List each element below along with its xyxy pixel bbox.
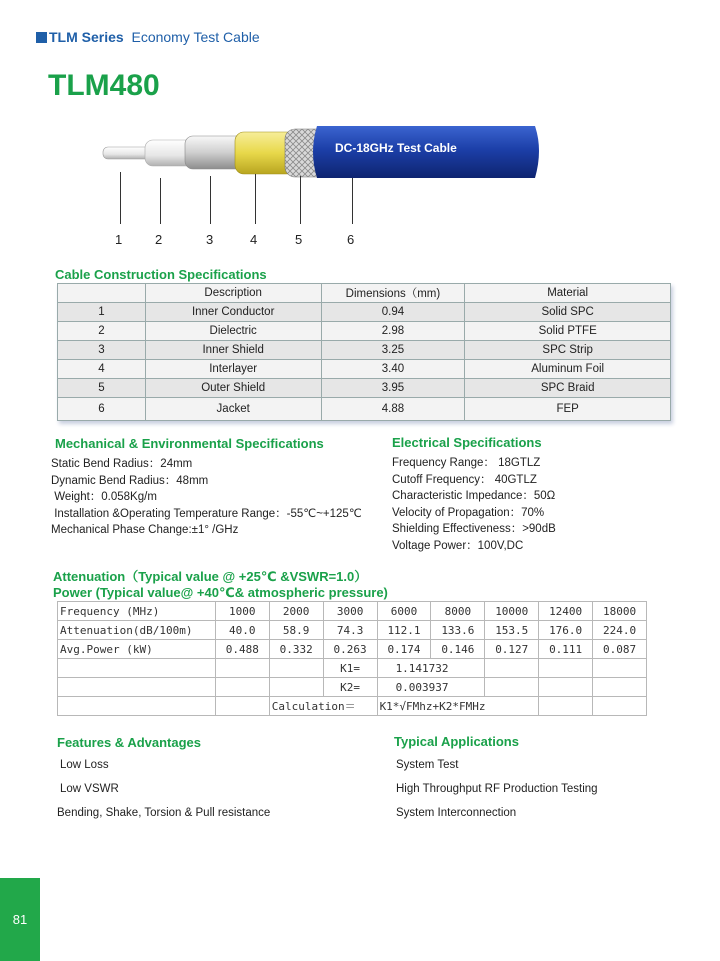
cell: Dielectric bbox=[145, 322, 321, 341]
cell: 3.95 bbox=[321, 379, 465, 398]
cell: 0.94 bbox=[321, 303, 465, 322]
table-row bbox=[58, 621, 647, 640]
cell: SPC Strip bbox=[465, 341, 671, 360]
callout-2: 2 bbox=[155, 232, 163, 247]
cell bbox=[485, 659, 539, 678]
attenuation-table bbox=[57, 601, 647, 716]
cell bbox=[58, 678, 216, 697]
features-heading: Features & Advantages bbox=[57, 735, 202, 750]
attenuation-heading: Attenuation（Typical value @ +25℃ &VSWR=1.0） bbox=[53, 569, 368, 584]
spec-line: Weight：0.058Kg/m bbox=[51, 491, 157, 503]
cell: Aluminum Foil bbox=[465, 360, 671, 379]
spec-line: Frequency Range： 18GTLZ bbox=[392, 457, 541, 469]
cell: Inner Shield bbox=[145, 341, 321, 360]
header-cell: Description bbox=[145, 284, 321, 303]
cell bbox=[269, 659, 323, 678]
cell bbox=[215, 697, 269, 716]
electrical-specs bbox=[392, 455, 556, 554]
table-row bbox=[58, 322, 671, 341]
page-number-tab bbox=[0, 878, 40, 961]
cell: 2000 bbox=[269, 602, 323, 621]
table-row bbox=[58, 360, 671, 379]
series-subtitle: Economy Test Cable bbox=[131, 29, 260, 45]
cell: Interlayer bbox=[145, 360, 321, 379]
table-row bbox=[58, 303, 671, 322]
cell: 0.332 bbox=[269, 640, 323, 659]
applications-list bbox=[396, 753, 598, 825]
cell: 1 bbox=[58, 303, 146, 322]
k1-value: 1.141732 bbox=[377, 659, 485, 678]
cell: 176.0 bbox=[539, 621, 593, 640]
list-item: System Test bbox=[396, 759, 459, 771]
cell bbox=[215, 659, 269, 678]
cell: 18000 bbox=[593, 602, 647, 621]
cell bbox=[593, 659, 647, 678]
header-cell: Dimensions（mm) bbox=[321, 284, 465, 303]
table-row bbox=[58, 341, 671, 360]
cell: 6000 bbox=[377, 602, 431, 621]
header-cell: Material bbox=[465, 284, 671, 303]
table-row bbox=[58, 697, 647, 716]
calculation-formula: K1*√FMhz+K2*FMHz bbox=[377, 697, 539, 716]
list-item: Bending, Shake, Torsion & Pull resistance bbox=[57, 807, 271, 819]
spec-line: Characteristic Impedance：50Ω bbox=[392, 490, 556, 502]
callout-5: 5 bbox=[295, 232, 303, 247]
cell bbox=[539, 697, 593, 716]
series-header bbox=[36, 29, 260, 45]
table-row bbox=[58, 640, 647, 659]
cell: 0.127 bbox=[485, 640, 539, 659]
construction-heading: Cable Construction Specifications bbox=[55, 267, 267, 282]
row-label: Attenuation(dB/100m) bbox=[58, 621, 216, 640]
page-number: 81 bbox=[12, 912, 28, 927]
cell bbox=[593, 697, 647, 716]
series-name: TLM Series bbox=[49, 29, 124, 45]
table-header-row bbox=[58, 284, 671, 303]
applications-heading: Typical Applications bbox=[394, 734, 519, 749]
row-label: Avg.Power (kW) bbox=[58, 640, 216, 659]
mechanical-heading: Mechanical & Environmental Specifications bbox=[55, 436, 324, 451]
table-row bbox=[58, 659, 647, 678]
cell bbox=[539, 678, 593, 697]
cell: 3.25 bbox=[321, 341, 465, 360]
spec-line: Velocity of Propagation：70% bbox=[392, 506, 545, 519]
cell: 3000 bbox=[323, 602, 377, 621]
spec-line: Mechanical Phase Change:±1° /GHz bbox=[51, 524, 239, 536]
cell: 6 bbox=[58, 398, 146, 421]
cell bbox=[215, 678, 269, 697]
cell bbox=[593, 678, 647, 697]
cell: 2.98 bbox=[321, 322, 465, 341]
cell: 0.174 bbox=[377, 640, 431, 659]
callout-3: 3 bbox=[206, 232, 214, 247]
construction-table bbox=[57, 283, 671, 421]
list-item: System Interconnection bbox=[396, 807, 517, 819]
cell: 74.3 bbox=[323, 621, 377, 640]
cell: 12400 bbox=[539, 602, 593, 621]
spec-line: Voltage Power：100V,DC bbox=[392, 539, 524, 552]
cell bbox=[539, 659, 593, 678]
cell bbox=[58, 697, 216, 716]
leader-line-4 bbox=[255, 174, 256, 224]
electrical-heading: Electrical Specifications bbox=[392, 435, 542, 450]
list-item: Low Loss bbox=[60, 759, 109, 771]
leader-line-2 bbox=[160, 178, 161, 224]
table-row bbox=[58, 602, 647, 621]
callout-4: 4 bbox=[250, 232, 258, 247]
spec-line: Static Bend Radius：24mm bbox=[51, 458, 193, 470]
cell: FEP bbox=[465, 398, 671, 421]
cell: 224.0 bbox=[593, 621, 647, 640]
product-title: TLM480 bbox=[48, 69, 160, 102]
cell bbox=[269, 678, 323, 697]
cell: Solid SPC bbox=[465, 303, 671, 322]
power-heading: Power (Typical value@ +40℃& atmospheric pressure) bbox=[53, 585, 388, 600]
mechanical-specs bbox=[51, 456, 362, 539]
header-cell bbox=[58, 284, 146, 303]
calculation-label: Calculation＝ bbox=[269, 697, 377, 716]
cell: Inner Conductor bbox=[145, 303, 321, 322]
row-label: Frequency (MHz) bbox=[58, 602, 216, 621]
cell: 133.6 bbox=[431, 621, 485, 640]
cell: 3 bbox=[58, 341, 146, 360]
table-row bbox=[58, 678, 647, 697]
cell: 0.111 bbox=[539, 640, 593, 659]
cell: 112.1 bbox=[377, 621, 431, 640]
cell: 0.087 bbox=[593, 640, 647, 659]
features-list bbox=[57, 753, 271, 825]
cell: 0.146 bbox=[431, 640, 485, 659]
cell: 3.40 bbox=[321, 360, 465, 379]
spec-line: Installation &Operating Temperature Range：-55℃~+125℃ bbox=[51, 507, 362, 520]
cell: 0.263 bbox=[323, 640, 377, 659]
cell: 5 bbox=[58, 379, 146, 398]
cell bbox=[485, 678, 539, 697]
leader-line-1 bbox=[120, 172, 121, 224]
callout-6: 6 bbox=[347, 232, 355, 247]
k2-label: K2= bbox=[323, 678, 377, 697]
leader-line-6 bbox=[352, 178, 353, 224]
leader-line-3 bbox=[210, 176, 211, 224]
table-row bbox=[58, 379, 671, 398]
cell: 40.0 bbox=[215, 621, 269, 640]
spec-line: Dynamic Bend Radius：48mm bbox=[51, 474, 209, 487]
cell: Jacket bbox=[145, 398, 321, 421]
cell: Outer Shield bbox=[145, 379, 321, 398]
cell: 10000 bbox=[485, 602, 539, 621]
cell: Solid PTFE bbox=[465, 322, 671, 341]
cell bbox=[58, 659, 216, 678]
cell: 2 bbox=[58, 322, 146, 341]
cell: SPC Braid bbox=[465, 379, 671, 398]
callout-1: 1 bbox=[115, 232, 123, 247]
cell: 153.5 bbox=[485, 621, 539, 640]
square-bullet-icon bbox=[36, 32, 47, 43]
cell: 0.488 bbox=[215, 640, 269, 659]
list-item: Low VSWR bbox=[60, 783, 119, 795]
table-row bbox=[58, 398, 671, 421]
cell: 8000 bbox=[431, 602, 485, 621]
jacket-label: DC-18GHz Test Cable bbox=[335, 141, 457, 155]
k2-value: 0.003937 bbox=[377, 678, 485, 697]
k1-label: K1= bbox=[323, 659, 377, 678]
leader-line-5 bbox=[300, 176, 301, 224]
spec-line: Cutoff Frequency： 40GTLZ bbox=[392, 473, 537, 486]
cable-illustration bbox=[95, 120, 545, 182]
cell: 4 bbox=[58, 360, 146, 379]
list-item: High Throughput RF Production Testing bbox=[396, 783, 598, 795]
cell: 1000 bbox=[215, 602, 269, 621]
cell: 4.88 bbox=[321, 398, 465, 421]
cell: 58.9 bbox=[269, 621, 323, 640]
spec-line: Shielding Effectiveness：>90dB bbox=[392, 523, 556, 535]
